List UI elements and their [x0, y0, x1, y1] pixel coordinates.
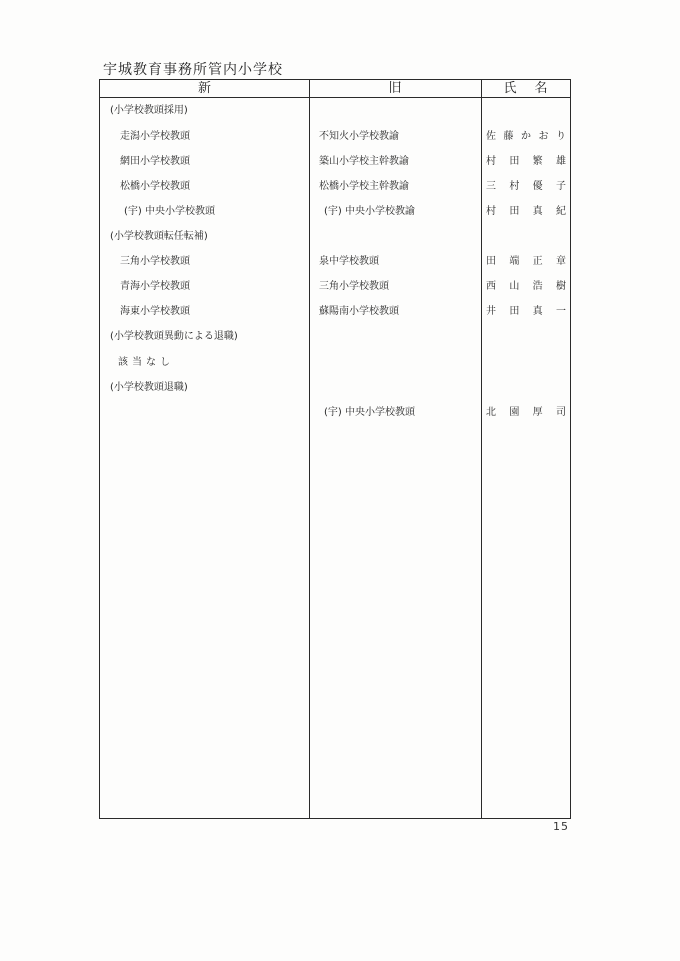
- table-row-old: 築山小学校主幹教諭: [319, 156, 409, 167]
- table-row-new: 松橋小学校教頭: [120, 181, 190, 192]
- table-row-old: (宇) 中央小学校教頭: [324, 407, 415, 418]
- section-category-retirement: (小学校教頭退職): [110, 382, 188, 393]
- table-row-name: 井田真一: [486, 306, 566, 317]
- header-old: 旧: [388, 81, 402, 96]
- document-title: 宇城教育事務所管内小学校: [103, 62, 283, 78]
- table-row-old: 三角小学校教頭: [319, 281, 389, 292]
- table-row-name: 田端正章: [486, 256, 566, 267]
- section-category-retirement-by-transfer: (小学校教頭異動による退職): [110, 331, 238, 342]
- table-row-old: (宇) 中央小学校教諭: [324, 206, 415, 217]
- header-name: 氏名: [503, 81, 566, 96]
- table-row-old: 不知火小学校教諭: [319, 131, 399, 142]
- table-header-row: [100, 80, 570, 98]
- table-row-old: 蘇陽南小学校教頭: [319, 306, 399, 317]
- table-row-new: 網田小学校教頭: [120, 156, 190, 167]
- table-row-new: (宇) 中央小学校教頭: [124, 206, 215, 217]
- table-row-new: 青海小学校教頭: [120, 281, 190, 292]
- table-row-name: 北園厚司: [486, 407, 566, 418]
- table-row-new: 海東小学校教頭: [120, 306, 190, 317]
- page-number: 15: [553, 820, 569, 833]
- section-category-appointment: (小学校教頭採用): [110, 105, 188, 116]
- table-row-old: 泉中学校教頭: [319, 256, 379, 267]
- column-divider-old-name: [481, 80, 482, 818]
- table-row-old: 松橋小学校主幹教諭: [319, 181, 409, 192]
- table-row-name: 村田繁雄: [486, 156, 566, 167]
- section-category-transfer: (小学校教頭転任転補): [110, 231, 208, 242]
- column-divider-new-old: [309, 80, 310, 818]
- personnel-table: [99, 79, 571, 819]
- header-new: 新: [197, 81, 211, 96]
- none-applicable-text: 該当なし: [118, 357, 174, 368]
- table-row-new: 走潟小学校教頭: [120, 131, 190, 142]
- table-row-name: 村田真紀: [486, 206, 566, 217]
- table-row-name: 佐藤かおり: [486, 131, 566, 142]
- table-row-name: 三村優子: [486, 181, 566, 192]
- table-row-new: 三角小学校教頭: [120, 256, 190, 267]
- table-row-name: 西山浩樹: [486, 281, 566, 292]
